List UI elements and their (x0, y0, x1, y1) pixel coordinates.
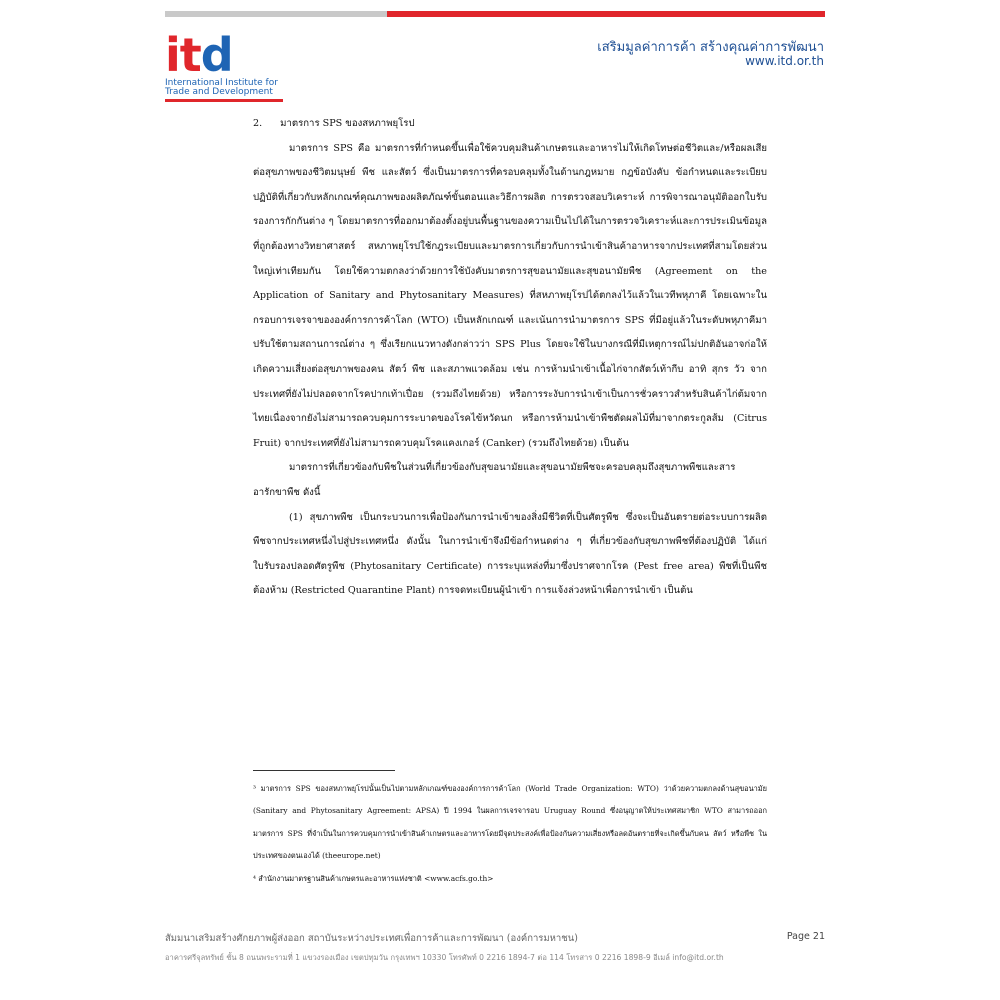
logo-wordmark: itd (165, 28, 233, 82)
page-number: Page 21 (786, 931, 825, 942)
header-bar-gray (165, 11, 387, 17)
logo-subtitle-2: Trade and Development (165, 87, 273, 97)
section-heading (253, 112, 767, 137)
footer-address: อาคารศรีจุลทรัพย์ ชั้น 8 ถนนพระรามที่ 1 แขวงรองเมือง เขตปทุมวัน กรุงเทพฯ 10330 โทรศัพท์ 0 2216 1894-7 ต่อ 114 โทรสาร 0 2216 1898-9 อีเมล์ info@itd.or.th (165, 953, 724, 962)
footnotes (253, 778, 767, 890)
header-slogan: เสริมมูลค่าการค้า สร้างคุณค่าการพัฒนา (597, 40, 824, 55)
footnote-item: ⁴ สำนักงานมาตรฐานสินค้าเกษตรและอาหารแห่งชาติ <www.acfs.go.th> (253, 873, 494, 883)
itd-logo (165, 28, 295, 102)
page-footer (165, 931, 825, 964)
logo-underline (165, 99, 283, 102)
header-bar-red (387, 11, 825, 17)
paragraph: (1) สุขภาพพืช เป็นกระบวนการเพื่อป้องกันการนำเข้าของสิ่งมีชีวิตที่เป็นศัตรูพืช ซึ่งจะเป็นอันตรายต่อระบบการผลิตพืชจากประเทศหนึ่งไปสู่ประเทศหนึ่ง ดังนั้น ในการนำเข้าจึงมีข้อกำหนดต่าง ๆ ที่เกี่ยวข้องกับสุขภาพพืชที่ต้องปฏิบัติ ได้แก่ ใบรับรองปลอดศัตรูพืช (Phytosanitary Certificate) การระบุแหล่งที่มาซึ่งปราศจากโรค (Pest free area) พืชที่เป็นพืชต้องห้าม (Restricted Quarantine Plant) การจดทะเบียนผู้นำเข้า การแจ้งล่วงหน้าเพื่อการนำเข้า เป็นต้น (253, 511, 767, 597)
header-website[interactable]: www.itd.or.th (745, 54, 824, 68)
section-number: 2. (253, 118, 263, 129)
footnote-item: ³ มาตรการ SPS ของสหภาพยุโรปนั้นเป็นไปตามหลักเกณฑ์ขององค์การการค้าโลก (World Trade Organization: WTO) ว่าด้วยความตกลงด้านสุขอนามัย (Sanitary and Phytosanitary Agreement: APSA) ปี 1994 ในผลการเจรจารอบ Uruguay Round ซึ่งอนุญาตให้ประเทศสมาชิก WTO สามารถออกมาตรการ SPS ที่จำเป็นในการควบคุมการนำเข้าสินค้าเกษตรและอาหารโดยมีจุดประสงค์เพื่อป้องกันความเสี่ยงหรือลดอันตรายที่จะเกิดขึ้นกับคน สัตว์ หรือพืช ในประเทศของตนเองได้ (theeurope.net) (253, 784, 767, 861)
document-body (253, 112, 767, 604)
footer-organization: สัมมนาเสริมสร้างศักยภาพผู้ส่งออก สถาบันระหว่างประเทศเพื่อการค้าและการพัฒนา (องค์การมหาชน) (165, 933, 578, 944)
logo-subtitle-1: International Institute for (165, 78, 278, 88)
paragraph: มาตรการที่เกี่ยวข้องกับพืชในส่วนที่เกี่ยวข้องกับสุขอนามัยและสุขอนามัยพืชจะครอบคลุมถึงสุขภาพพืชและสารอารักขาพืช ดังนี้ (253, 462, 736, 498)
section-title: มาตรการ SPS ของสหภาพยุโรป (280, 118, 415, 129)
footnote-separator (253, 770, 395, 771)
paragraph: มาตรการ SPS คือ มาตรการที่กำหนดขึ้นเพื่อใช้ควบคุมสินค้าเกษตรและอาหารไม่ให้เกิดโทษต่อชีวิตและ/หรือผลเสียต่อสุขภาพของชีวิตมนุษย์ พืช และสัตว์ ซึ่งเป็นมาตรการที่ครอบคลุมทั้งในด้านกฎหมาย กฎข้อบังคับ ข้อกำหนดและระเบียบปฏิบัติที่เกี่ยวกับหลักเกณฑ์คุณภาพของผลิตภัณฑ์ขั้นตอนและวิธีการผลิต การตรวจสอบวิเคราะห์ การพิจารณาอนุมัติออกใบรับรองการกักกันต่าง ๆ โดยมาตรการที่ออกมาต้องตั้งอยู่บนพื้นฐานของความเป็นไปได้ในการตรวจวิเคราะห์และการประเมินข้อมูลที่ถูกต้องทางวิทยาศาสตร์ สหภาพยุโรปใช้กฎระเบียบและมาตรการเกี่ยวกับการนำเข้าสินค้าอาหารจากประเทศที่สามโดยส่วนใหญ่เท่าเทียมกัน โดยใช้ความตกลงว่าด้วยการใช้บังคับมาตรการสุขอนามัยและสุขอนามัยพืช (Agreement on the Application of Sanitary and Phytosanitary Measures) ที่สหภาพยุโรปได้ตกลงไว้แล้วในเวทีพหุภาคี โดยเฉพาะในกรอบการเจรจาขององค์การการค้าโลก (WTO) เป็นหลักเกณฑ์ และเน้นการนำมาตรการ SPS ที่มีอยู่แล้วในระดับพหุภาคีมาปรับใช้ตามสถานการณ์ต่าง ๆ ซึ่งเรียกแนวทางดังกล่าวว่า SPS Plus โดยจะใช้ในบางกรณีที่มีเหตุการณ์ไม่ปกติอันอาจก่อให้เกิดความเสี่ยงต่อสุขภาพของคน สัตว์ พืช และสภาพแวดล้อม เช่น การห้ามนำเข้าเนื้อไก่จากสัตว์เท้ากีบ อาทิ สุกร วัว จากประเทศที่ยังไม่ปลอดจากโรคปากเท้าเปื่อย (รวมถึงไทยด้วย) หรือการระงับการนำเข้าเป็นการชั่วคราวสำหรับสินค้าไก่ต้มจากไทยเนื่องจากยังไม่สามารถควบคุมการระบาดของโรคไข้หวัดนก หรือการห้ามนำเข้าพืชตัดผลไม้ที่มาจากตระกูลส้ม (Citrus Fruit) จากประเทศที่ยังไม่สามารถควบคุมโรคแคงเกอร์ (Canker) (รวมถึงไทยด้วย) เป็นต้น (253, 142, 767, 449)
